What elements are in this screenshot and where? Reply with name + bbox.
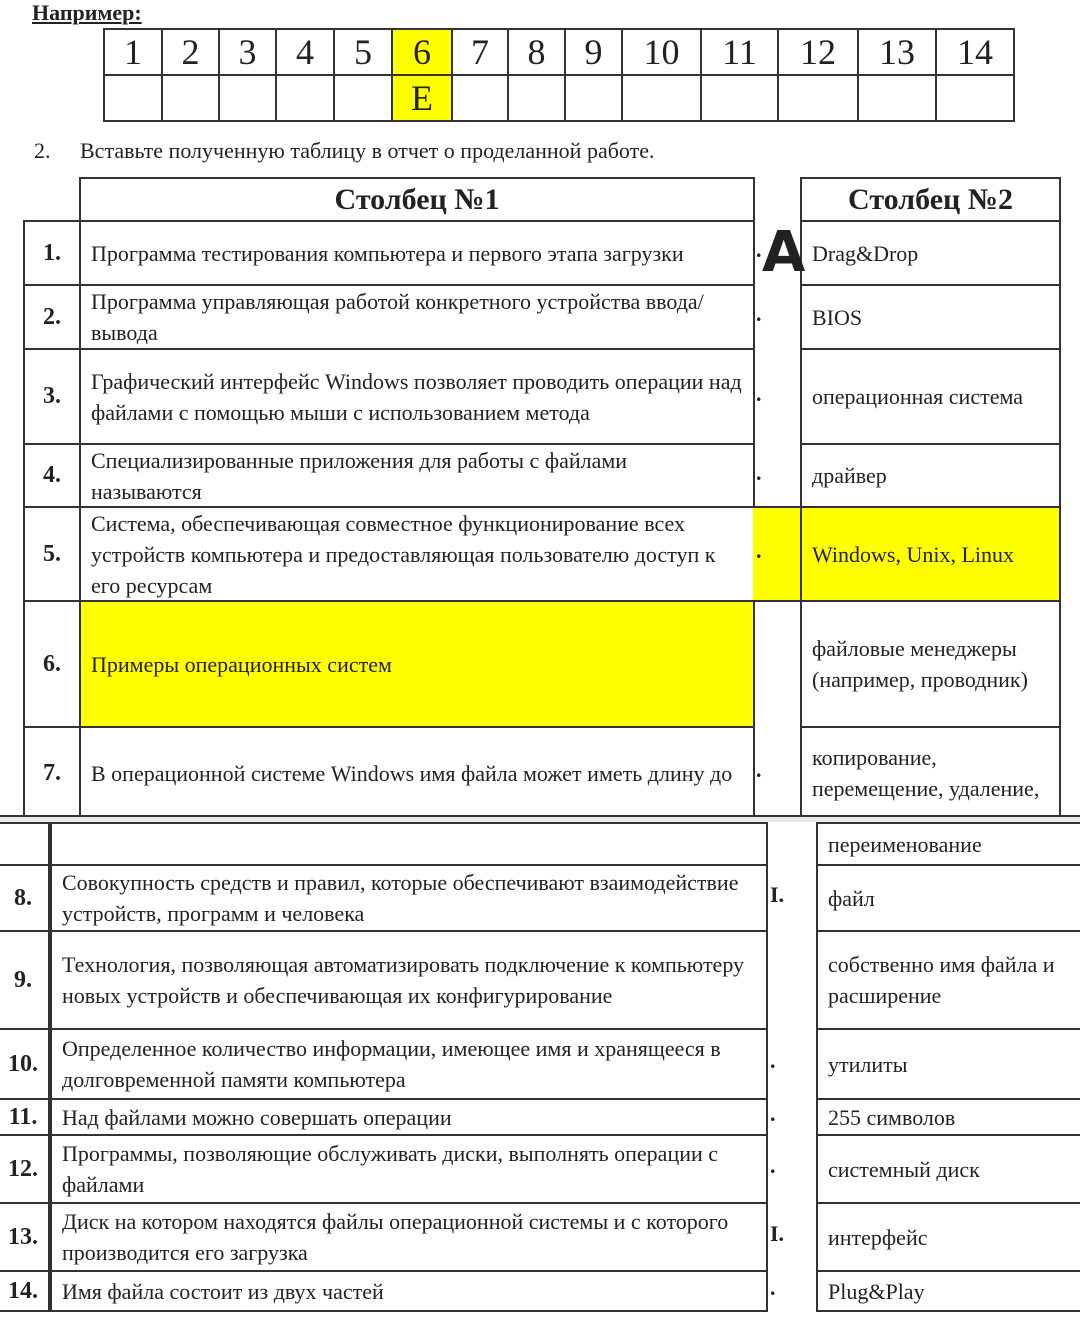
row-answer: файловые менеджеры (например, проводник) — [800, 600, 1061, 728]
row-answer: переименование — [816, 822, 1080, 866]
row-number: 10. — [0, 1028, 50, 1100]
example-number-cell: 8 — [508, 29, 565, 75]
row-statement: Диск на котором находятся файлы операционной системы и с которого производится его загрузка — [50, 1202, 768, 1272]
example-number-cell: 7 — [452, 29, 508, 75]
row-letter-fragment: І. — [770, 882, 785, 907]
row-answer: интерфейс — [816, 1202, 1080, 1272]
row-number: 11. — [0, 1098, 50, 1136]
row-statement: Графический интерфейс Windows позволяет проводить операции над файлами с помощью мыши с использованием метода — [79, 348, 755, 445]
example-number-cell: 11 — [701, 29, 778, 75]
example-number-cell: 13 — [858, 29, 936, 75]
example-answer-cell — [276, 75, 334, 121]
row-answer: собственно имя файла и расширение — [816, 930, 1080, 1030]
example-label: Например: — [32, 0, 142, 25]
row-number: 4. — [23, 443, 81, 508]
instruction-number: 2. — [34, 138, 51, 163]
row-letter-fragment: І. — [770, 1221, 785, 1246]
row-number: 5. — [23, 506, 81, 602]
row-number: 8. — [0, 864, 50, 932]
row-letter-fragment — [770, 828, 800, 858]
row-statement: Программа тестирования компьютера и первого этапа загрузки — [79, 220, 755, 286]
row-answer: драйвер — [800, 443, 1061, 508]
example-answer-cell — [104, 75, 162, 121]
col1-header: Столбец №1 — [79, 177, 755, 222]
example-answer-cell: Е — [392, 75, 452, 121]
example-answer-cell — [452, 75, 508, 121]
row-number: 6. — [23, 600, 81, 728]
row-statement: Над файлами можно совершать операции — [50, 1098, 768, 1136]
row-letter-fragment: . — [756, 459, 762, 485]
row-statement: Специализированные приложения для работы с файлами называются — [79, 443, 755, 508]
row-number: 3. — [23, 348, 81, 445]
row-answer: Windows, Unix, Linux — [800, 506, 1061, 602]
row-statement: В операционной системе Windows имя файла может иметь длину до — [79, 726, 755, 820]
example-number-cell: 2 — [162, 29, 219, 75]
row-answer: системный диск — [816, 1134, 1080, 1204]
row-number: 14. — [0, 1270, 50, 1312]
instruction-text: Вставьте полученную таблицу в отчет о проделанной работе. — [80, 138, 655, 163]
example-answer-cell — [334, 75, 392, 121]
row-letter-fragment: . — [770, 1275, 776, 1300]
example-answer-cell — [778, 75, 858, 121]
row-answer: Drag&Drop — [800, 220, 1061, 286]
example-number-cell: 5 — [334, 29, 392, 75]
row-letter-fragment: . — [756, 237, 762, 262]
row-letter-fragment: . — [756, 538, 762, 563]
example-answer-cell — [565, 75, 622, 121]
example-number-cell: 14 — [936, 29, 1014, 75]
row-statement — [50, 822, 768, 866]
row-statement: Совокупность средств и правил, которые обеспечивают взаимодействие устройств, программ и человека — [50, 864, 768, 932]
example-number-cell: 4 — [276, 29, 334, 75]
row-letter-fragment: . — [770, 1153, 776, 1178]
row-statement: Технология, позволяющая автоматизировать подключение к компьютеру новых устройств и обеспечивающая их конфигурирование — [50, 930, 768, 1030]
row-number — [0, 822, 50, 866]
row-letter-fragment — [756, 648, 776, 678]
row-number: 2. — [23, 284, 81, 350]
example-number-cell: 12 — [778, 29, 858, 75]
row-letter-fragment: . — [770, 1101, 776, 1126]
row-letter-fragment: . — [756, 757, 762, 782]
row-statement: Определенное количество информации, имеющее имя и хранящееся в долговременной памяти компьютера — [50, 1028, 768, 1100]
example-answer-cell — [162, 75, 219, 121]
row-letter-fragment: . — [770, 1048, 776, 1073]
row-statement: Программы, позволяющие обслуживать диски, выполнять операции с файлами — [50, 1134, 768, 1204]
row-number: 13. — [0, 1202, 50, 1272]
example-answer-cell — [219, 75, 276, 121]
row-answer: Plug&Play — [816, 1270, 1080, 1312]
annotation-letter: A — [762, 220, 806, 285]
example-number-cell: 9 — [565, 29, 622, 75]
row-statement: Программа управляющая работой конкретного устройства ввода/вывода — [79, 284, 755, 350]
row-answer: файл — [816, 864, 1080, 932]
row-answer: операционная система — [800, 348, 1061, 445]
example-number-cell: 10 — [622, 29, 701, 75]
row-answer: копирование, перемещение, удаление, — [800, 726, 1061, 820]
row-letter-fragment — [770, 964, 800, 994]
row-answer: 255 символов — [816, 1098, 1080, 1136]
example-answer-cell — [508, 75, 565, 121]
example-number-cell: 1 — [104, 29, 162, 75]
row-statement: Примеры операционных систем — [79, 600, 755, 728]
screenshot-seam — [0, 815, 1080, 822]
row-number: 1. — [23, 220, 81, 286]
row-statement: Имя файла состоит из двух частей — [50, 1270, 768, 1312]
example-answer-cell — [936, 75, 1014, 121]
example-answer-cell — [622, 75, 701, 121]
row-number: 12. — [0, 1134, 50, 1204]
row-statement: Система, обеспечивающая совместное функционирование всех устройств компьютера и предоставляющая пользователю доступ к его ресурсам — [79, 506, 755, 602]
row-letter-fragment: . — [756, 301, 762, 326]
col2-header: Столбец №2 — [800, 177, 1061, 222]
example-table — [103, 28, 1015, 122]
example-number-cell: 6 — [392, 29, 452, 75]
example-answer-cell — [701, 75, 778, 121]
row-answer: утилиты — [816, 1028, 1080, 1100]
lower-page-fragment — [0, 822, 1080, 1334]
row-number: 9. — [0, 930, 50, 1030]
example-number-cell: 3 — [219, 29, 276, 75]
row-number: 7. — [23, 726, 81, 820]
example-answer-cell — [858, 75, 936, 121]
row-letter-fragment: . — [756, 380, 762, 406]
instruction — [34, 138, 655, 164]
row-answer: BIOS — [800, 284, 1061, 350]
